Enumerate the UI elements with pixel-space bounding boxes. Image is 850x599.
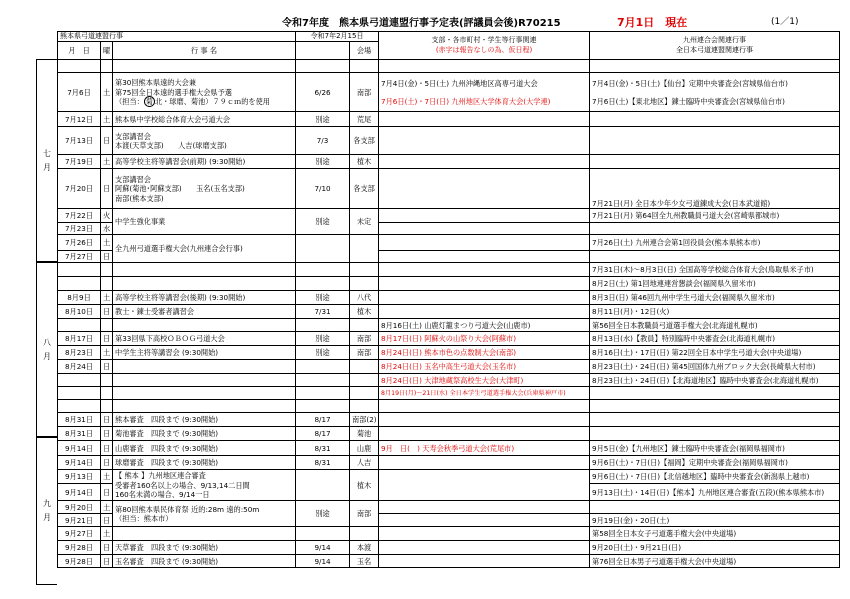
circled-mark: 菊 (145, 97, 153, 107)
table-row: 7月27日 日 (58, 251, 840, 263)
dated-label: 令和7年2月15日 (296, 32, 379, 42)
table-row: 8月19日(月)～21日(水) 全日本学生弓道選手権大会(兵庫県神戸市) (58, 387, 840, 400)
table-row: 8月24日(日) 大津地蔵祭高校生大会(大津町) 8月23日(土)・24日(日)【北海道地区】臨時中央審査会(北海道札幌市) (58, 374, 840, 387)
table-row: 8月10日 日 教士・錬士受審者講習会 7/31 植木 8月11日(月)・12日(火) (58, 305, 840, 319)
kyushu-header: 九州連合会関連行事 全日本弓道連盟関連行事 (590, 32, 840, 60)
table-row: 9月14日 日 球磨審査 四段まで (9:30開始) 8/31 人吉 9月6日(土)・7日(日)【福岡】定期中央審査会(福岡県福岡市) (58, 456, 840, 470)
table-row: 7月20日 日 支部講習会 阿蘇(菊池･阿蘇支部) 玉名(玉名支部) 南部(熊本支部) 7/10 各支部 7月21日(月) 全日本少年少女弓道錬成大会(日本武道館) (58, 169, 840, 209)
col-date: 月 日 (58, 42, 101, 60)
branch-header: 支部・各市町村・学生等行事関連 (赤字は報告なしの為、仮日程) (379, 32, 590, 60)
table-row: 7月12日 土 熊本県中学校総合体育大会弓道大会 別途 荒尾 (58, 112, 840, 127)
col-deadline (296, 42, 350, 60)
table-row: 8月9日 土 高等学校主将等講習会(後期) (9:30開始) 別途 八代 8月3日(日) 第46回九州中学生弓道大会(福岡県久留米市) (58, 291, 840, 305)
table-row: 7月26日 土 全九州弓道選手権大会(九州連合会行事) 7月26日(土) 九州連合会第1回役員会(熊本県熊本市) (58, 235, 840, 251)
page-number: (1／1) (771, 17, 799, 27)
table-row: 9月20日 土 第80回熊本県民体育祭 近的:28m 遠的:50m （担当：熊本市） 別途 南部 (58, 501, 840, 514)
table-row: 9月14日 日 9月13日(土)・14日(日)【熊本】九州地区連合審査(五段)(熊本県熊本市) (58, 484, 840, 501)
table-row: 8月31日 日 熊本審査 四段まで (9:30開始) 8/17 南部(2) (58, 413, 840, 427)
table-row: 9月14日 日 山鹿審査 四段まで (9:30開始) 8/31 山鹿 9月 日( ) 天寿会秋季弓道大会(荒尾市) 9月5日(金)【九州地区】錬士臨時中央審査会(福岡県福岡市) (58, 441, 840, 456)
table-row: 7月31日(木)～8月3日(日) 全国高等学校総合体育大会(鳥取県米子市) (58, 263, 840, 277)
table-row: 7月23日 水 (58, 223, 840, 235)
table-row: 8月2日(土) 第1回地連連営懇談会(福岡県久留米市) (58, 277, 840, 291)
month-label-aug: 八 月 (36, 262, 57, 437)
table-row: 8月16日(土) 山鹿灯籠まつり弓道大会(山鹿市) 第56回全日本教職員弓道選手権大会(北海道札幌市) (58, 319, 840, 332)
table-row: 7月6日 土 第30回熊本県遠的大会兼 第75回全日本遠的選手権大会県予選 （担当： 菊 北・球磨、菊池）７９ｃｍ的を使用 6/26 南部 7月4日(金)・5日(土) 九州沖縄地区高専弓道大会 7月6日(土)・7日(日) 九州地区大学体育大会(大学連) 7月4日(金)・5日(土)【仙台】定期中央審査会(宮城県仙台市) 7月6日(土)【東北地区】錬士臨時中央審査会(宮城県仙台市) (58, 73, 840, 112)
org-label: 熊本県弓道連盟行事 (58, 32, 296, 42)
col-event: 行 事 名 (113, 42, 296, 60)
table-row: 9月28日 日 玉名審査 四段まで (9:30開始) 9/14 玉名 第76回全日本男子弓道選手権大会(中央道場) (58, 555, 840, 568)
table-row: 8月17日 日 第33回県下高校ＯＢＯＧ弓道大会 別途 南部 8月17日(日) 阿蘇火の山祭り大会(阿蘇市) 8月13日(水)【教員】特別臨時中央審査会(北海道札幌市) (58, 332, 840, 346)
table-row (58, 60, 840, 73)
table-row: 7月22日 火 中学生強化事業 別途 未定 7月21日(月) 第64回全九州教職員弓道大会(宮崎県都城市) (58, 209, 840, 223)
col-dow: 曜 (101, 42, 113, 60)
table-row: 9月13日 土 【 熊本 】九州地区連合審査 受審者160名以上の場合、9/13,14二日間 160名未満の場合、9/14一日 植木 9月6日(土)・7日(日)【北信越地区】臨時中央審査会(新潟県上越市) (58, 470, 840, 484)
current-date: 7月1日 現在 (617, 16, 688, 29)
table-row: 7月13日 日 支部講習会 本渡(天草支部) 人吉(球磨支部) 7/3 各支部 (58, 127, 840, 155)
table-row: 9月28日 日 天草審査 四段まで (9:30開始) 9/14 本渡 9月20日(土)・9月21日(日) (58, 541, 840, 555)
table-row: 9月21日 日 9月19日(金)・20日(土) (58, 514, 840, 527)
month-label-sep: 九 月 (36, 437, 57, 585)
table-row: 7月19日 土 高等学校主将等講習会(前期) (9:30開始) 別途 植木 (58, 155, 840, 169)
month-label-jul: 七 月 (36, 59, 57, 262)
table-row: 8月24日 日 8月24日(日) 玉名中高生弓道大会(玉名市) 8月23日(土)・24日(日) 第45回国体九州ブロック大会(長崎県大村市) (58, 360, 840, 374)
table-row: 9月27日 土 第58回全日本女子弓道選手権大会(中央道場) (58, 527, 840, 541)
table-row: 8月23日 土 中学生主将等講習会 (9:30開始) 別途 南部 8月24日(日) 熊本市色の点数制大会(南部) 8月16日(土)・17日(日) 第22回全日本中学生弓道大会(中央道場) (58, 346, 840, 360)
table-row (58, 400, 840, 413)
table-row: 8月31日 日 菊池審査 四段まで (9:30開始) 8/17 菊池 (58, 427, 840, 441)
schedule-table (57, 31, 840, 568)
page-title: 令和7年度 熊本県弓道連盟行事予定表(評議員会後)R70215 (282, 18, 561, 29)
col-venue: 会場 (350, 42, 379, 60)
